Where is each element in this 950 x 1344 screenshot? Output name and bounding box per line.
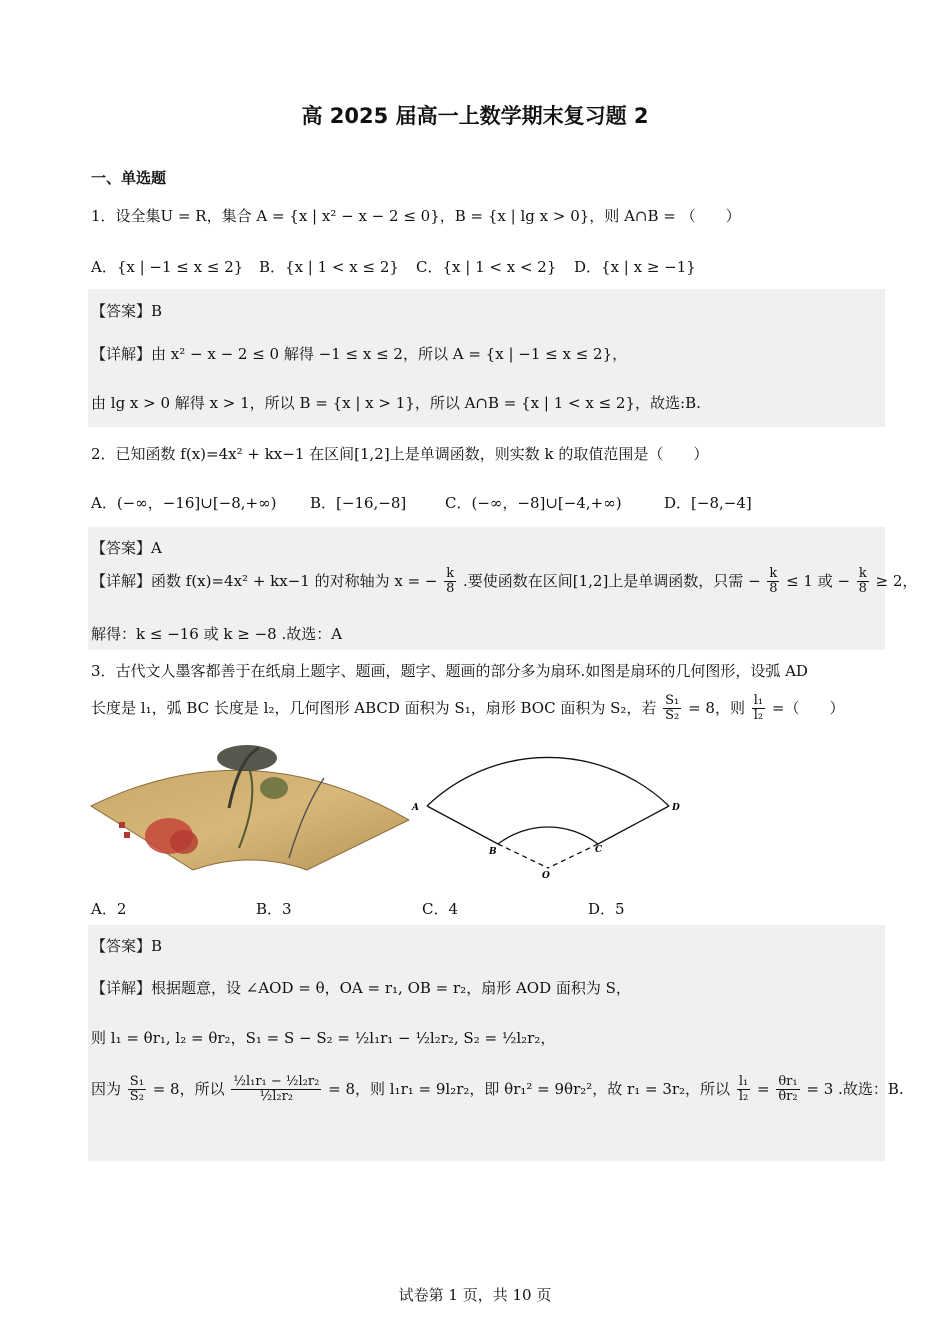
fraction-k-over-8: [857, 567, 869, 597]
q2-option-c: C．(−∞，−8]∪[−4,+∞): [445, 494, 622, 512]
diagram-label-c: C: [595, 845, 603, 855]
q1-answer: 【答案】B: [91, 302, 163, 320]
q2-detail-1: [91, 567, 917, 597]
diagram-label-a: A: [412, 803, 419, 813]
q1-answer-box: [88, 289, 885, 427]
q3-answer: 【答案】B: [91, 937, 163, 955]
q3-option-d: D．5: [588, 900, 625, 918]
q3-stem-2b: = 8，则: [688, 698, 745, 717]
q3-detail-3b: = 8，所以: [152, 1079, 225, 1098]
frac-num: k: [769, 566, 778, 581]
q2-detail-1b: .要使函数在区间[1,2]上是单调函数，只需 −: [462, 571, 761, 590]
frac-num: l₁: [738, 1074, 749, 1089]
frac-num: S₁: [665, 693, 680, 708]
fraction-l1-over-l2: [752, 694, 765, 724]
q2-detail-1c: ≤ 1 或 −: [786, 571, 851, 590]
q1-option-b: B．{x | 1 < x ≤ 2}: [259, 258, 399, 276]
fraction-theta-r: [776, 1075, 799, 1105]
q3-stem-2: [91, 694, 844, 724]
frac-den: 8: [446, 581, 455, 597]
fraction-l1-over-l2: [737, 1075, 750, 1105]
fraction-area-ratio: [231, 1075, 321, 1105]
q3-detail-3c: = 8，则 l₁r₁ = 9l₂r₂，即 θr₁² = 9θr₂²，故 r₁ = 3r₂，所以: [328, 1079, 731, 1098]
frac-den: l₂: [753, 708, 764, 724]
q1-stem: 1．设全集U = R，集合 A = {x | x² − x − 2 ≤ 0}，B = {x | lg x > 0}，则 A∩B = （ ）: [91, 207, 741, 225]
q2-stem: 2．已知函数 f(x)=4x² + kx−1 在区间[1,2]上是单调函数，则实数 k 的取值范围是（ ）: [91, 445, 709, 463]
q3-stem-2a: 长度是 l₁，弧 BC 长度是 l₂，几何图形 ABCD 面积为 S₁，扇形 BOC 面积为 S₂，若: [91, 698, 657, 717]
frac-den: 8: [858, 581, 867, 597]
section-heading: 一、单选题: [91, 169, 167, 187]
page-title: 高 2025 届高一上数学期末复习题 2: [301, 104, 649, 128]
q3-detail-3: 因为 $\frac{\text{S₁}}{\text{S₂}}$ = 8，所以 $\frac{\text{½l₁r₁ − ½l₂r₂}}{\text{½l₂r₂}}$ = 8，则 l₁r₁ = 9l₂r₂，即 θr₁² = 9θr₂²，故 r₁ = 3r₂，所以 $\frac{\text{l₁}}{\text{l₂}}$ = $\frac{\text{θr₁}}{\text{θr₂}}$ = 3 .故选：B.: [91, 1074, 904, 1105]
frac-num: l₁: [753, 693, 764, 708]
diagram-label-d: D: [672, 803, 680, 813]
q3-option-c: C．4: [422, 900, 459, 918]
q3-detail-1: 【详解】根据题意，设 ∠AOD = θ，OA = r₁, OB = r₂，扇形 AOD 面积为 S，: [91, 979, 631, 997]
q3-option-b: B．3: [256, 900, 292, 918]
q3-stem-1: 3．古代文人墨客都善于在纸扇上题字、题画，题字、题画的部分多为扇环.如图是扇环的几何图形，设弧 AD: [91, 662, 808, 680]
q1-detail-1: 【详解】由 x² − x − 2 ≤ 0 解得 −1 ≤ x ≤ 2，所以 A = {x | −1 ≤ x ≤ 2}，: [91, 345, 628, 363]
fraction-s1-over-s2: [128, 1075, 146, 1105]
q3-detail-3a: 因为: [91, 1079, 122, 1098]
q1-detail-2: 由 lg x > 0 解得 x > 1，所以 B = {x | x > 1}，所以 A∩B = {x | 1 < x ≤ 2}，故选:B.: [91, 394, 701, 412]
frac-den: S₂: [129, 1089, 144, 1105]
frac-num: k: [858, 566, 867, 581]
frac-den: l₂: [738, 1089, 749, 1105]
q3-detail-3d: = 3 .故选：B.: [806, 1079, 904, 1098]
frac-den: θr₂: [778, 1089, 798, 1105]
frac-num: k: [446, 566, 455, 581]
q2-detail-1a: 【详解】函数 f(x)=4x² + kx−1 的对称轴为 x = −: [91, 571, 438, 590]
q2-option-b: B．[−16,−8]: [310, 494, 407, 512]
q3-stem-2c: =（ ）: [771, 698, 845, 717]
fan-painting-image: [89, 738, 411, 878]
diagram-label-o: O: [542, 871, 550, 880]
frac-num: θr₁: [778, 1074, 798, 1089]
page-footer: 试卷第 1 页，共 10 页: [398, 1286, 552, 1304]
q2-answer-box: [88, 527, 918, 650]
q2-detail-2: 解得：k ≤ −16 或 k ≥ −8 .故选：A: [91, 625, 343, 643]
frac-den: S₂: [665, 708, 680, 724]
q3-answer-box: [88, 925, 904, 1161]
fraction-s1-over-s2: [663, 694, 681, 724]
q1-option-c: C．{x | 1 < x < 2}: [416, 258, 557, 276]
q2-option-d: D．[−8,−4]: [664, 494, 752, 512]
fraction-k-over-8: [444, 567, 456, 597]
frac-den: ½l₂r₂: [259, 1089, 294, 1105]
diagram-label-b: B: [489, 847, 497, 857]
q2-answer: 【答案】A: [91, 539, 162, 557]
q3-option-a: A．2: [91, 900, 127, 918]
fraction-k-over-8: [767, 567, 779, 597]
q1-option-d: D．{x | x ≥ −1}: [574, 258, 696, 276]
frac-den: 8: [769, 581, 778, 597]
frac-num: ½l₁r₁ − ½l₂r₂: [233, 1074, 320, 1089]
q1-option-a: A．{x | −1 ≤ x ≤ 2}: [91, 258, 244, 276]
q2-option-a: A．(−∞，−16]∪[−8,+∞): [91, 494, 277, 512]
fan-ring-diagram: [408, 738, 688, 880]
q3-detail-2: 则 l₁ = θr₁, l₂ = θr₂，S₁ = S − S₂ = ½l₁r₁ − ½l₂r₂, S₂ = ½l₂r₂，: [91, 1029, 556, 1047]
q2-detail-1d: ≥ 2，: [875, 571, 918, 590]
frac-num: S₁: [129, 1074, 144, 1089]
